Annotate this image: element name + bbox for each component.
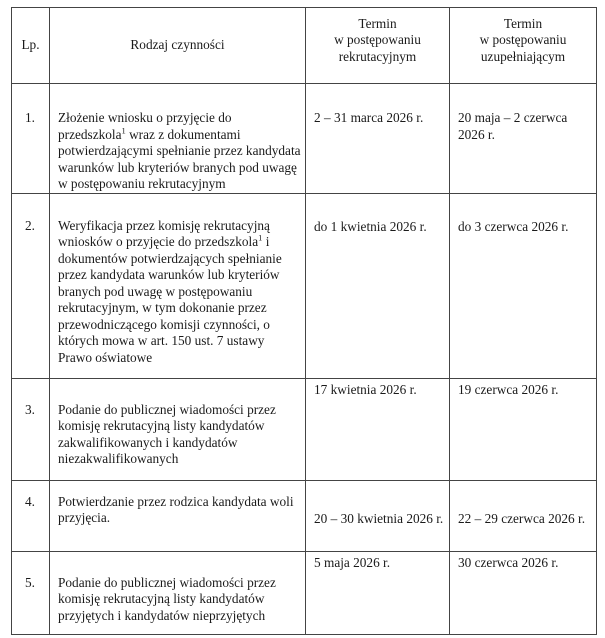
row-number: 2. bbox=[12, 193, 50, 378]
header-recruitment-term bbox=[306, 8, 450, 84]
footnote-marker: 1 bbox=[258, 232, 263, 243]
activity-text: Podanie do publicznej wiadomości przez komisję rekrutacyjną listy kandydatów przyjętych i kandydatów nieprzyjętych bbox=[58, 574, 276, 623]
row-number: 4. bbox=[12, 480, 50, 551]
activity-cell bbox=[50, 378, 306, 480]
recruitment-date: do 1 kwietnia 2026 r. bbox=[306, 193, 450, 378]
row-number: 1. bbox=[12, 84, 50, 194]
recruitment-date: 20 – 30 kwietnia 2026 r. bbox=[306, 480, 450, 551]
header-lp bbox=[12, 8, 50, 84]
activity-text-continued: wraz z dokumentami potwierdzającymi spełnianie przez kandydata warunków lub kryteriów branych pod uwagę w postępowaniu rekrutacyjnym bbox=[58, 126, 301, 191]
row-number: 5. bbox=[12, 551, 50, 634]
header-activity-label: Rodzaj czynności bbox=[130, 37, 225, 53]
activity-text: Potwierdzanie przez rodzica kandydata woli przyjęcia. bbox=[58, 493, 294, 525]
recruitment-date: 17 kwietnia 2026 r. bbox=[306, 378, 450, 480]
supplementary-date: 20 maja – 2 czerwca 2026 r. bbox=[450, 84, 597, 194]
supplementary-date: 22 – 29 czerwca 2026 r. bbox=[450, 480, 597, 551]
recruitment-schedule-table bbox=[11, 7, 597, 635]
recruitment-date: 2 – 31 marca 2026 r. bbox=[306, 84, 450, 194]
row-number: 3. bbox=[12, 378, 50, 480]
header-supplementary-term bbox=[450, 8, 597, 84]
header-supplementary-line2: w postępowaniu bbox=[479, 32, 567, 48]
activity-text: Podanie do publicznej wiadomości przez komisję rekrutacyjną listy kandydatów zakwalifikowanych i kandydatów niezakwalifikowanych bbox=[58, 401, 276, 466]
header-lp-label: Lp. bbox=[21, 37, 40, 53]
supplementary-date: 30 czerwca 2026 r. bbox=[450, 551, 597, 634]
recruitment-date: 5 maja 2026 r. bbox=[306, 551, 450, 634]
supplementary-date: 19 czerwca 2026 r. bbox=[450, 378, 597, 480]
footnote-marker: 1 bbox=[121, 125, 126, 136]
header-recruitment-line2: w postępowaniu bbox=[334, 32, 421, 48]
header-supplementary-line3: uzupełniającym bbox=[480, 48, 566, 64]
header-recruitment-line3: rekrutacyjnym bbox=[338, 48, 417, 64]
table-row bbox=[12, 480, 597, 551]
activity-cell bbox=[50, 551, 306, 634]
activity-text-continued: i dokumentów potwierdzających spełnianie przez kandydata warunków lub kryteriów branych pod uwagę w postępowaniu rekrutacyjnym, w tym dokonanie przez przewodniczącego komisji czynności, o których mowa w art. 150 ust. 7 ustawy Prawo oświatowe bbox=[58, 234, 282, 365]
activity-text: Złożenie wniosku o przyjęcie do przedszkola bbox=[58, 110, 232, 142]
table-header-row bbox=[12, 8, 597, 84]
header-recruitment-line1: Termin bbox=[358, 15, 397, 31]
header-supplementary-line1: Termin bbox=[503, 15, 543, 31]
activity-cell bbox=[50, 480, 306, 551]
table-row bbox=[12, 378, 597, 480]
activity-cell bbox=[50, 193, 306, 378]
table-row bbox=[12, 84, 597, 194]
table-row bbox=[12, 551, 597, 634]
table-row bbox=[12, 193, 597, 378]
header-activity bbox=[50, 8, 306, 84]
activity-text: Weryfikacja przez komisję rekrutacyjną wniosków o przyjęcie do przedszkola bbox=[58, 217, 270, 249]
activity-cell bbox=[50, 84, 306, 194]
supplementary-date: do 3 czerwca 2026 r. bbox=[450, 193, 597, 378]
